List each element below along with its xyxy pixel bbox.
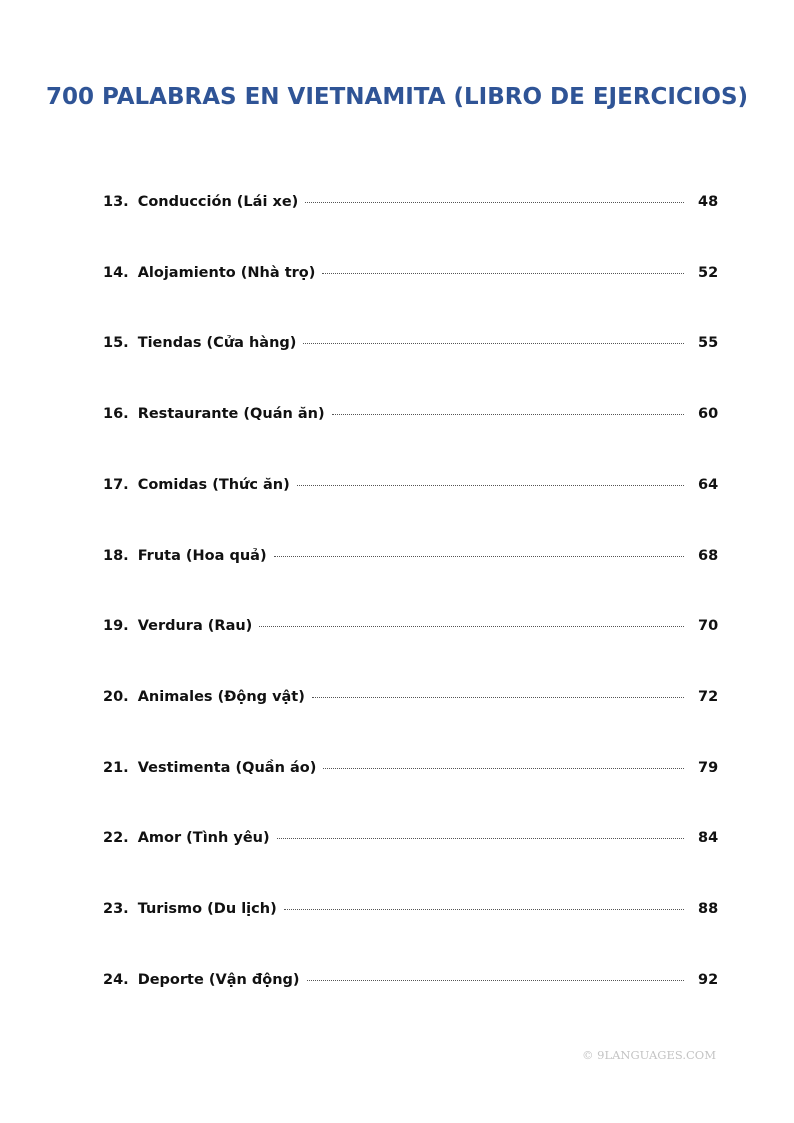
toc-entry[interactable]	[103, 830, 718, 852]
toc-entry-number: 21.	[103, 759, 129, 776]
toc-entry[interactable]	[103, 901, 718, 923]
toc-entry[interactable]	[103, 689, 718, 711]
toc-entry-number: 13.	[103, 194, 129, 210]
toc-entry[interactable]	[103, 477, 718, 499]
toc-entry-page: 60	[698, 406, 719, 423]
toc-entry-number: 16.	[103, 406, 129, 423]
dot-leader	[297, 485, 684, 486]
toc-entry-page: 64	[698, 476, 719, 493]
toc-entry-label: Verdura (Rau)	[137, 618, 253, 635]
dot-leader	[303, 343, 684, 344]
toc-entry-page: 84	[698, 830, 719, 847]
toc-entry-label: Alojamiento (Nhà trọ)	[137, 264, 316, 281]
dot-leader	[323, 768, 684, 769]
toc-entry[interactable]	[103, 760, 718, 782]
page-title: 700 PALABRAS EN VIETNAMITA (LIBRO DE EJERCICIOS)	[45, 84, 749, 110]
toc-entry-number: 15.	[103, 335, 129, 352]
dot-leader	[259, 626, 684, 627]
toc-entry[interactable]	[103, 548, 718, 570]
toc-entry-label: Turismo (Du lịch)	[137, 901, 277, 917]
toc-entry-label: Amor (Tình yêu)	[137, 830, 270, 847]
toc-entry-number: 20.	[103, 688, 129, 705]
toc-entry-number: 24.	[103, 971, 129, 988]
dot-leader	[322, 273, 684, 274]
toc-entry-page: 68	[698, 547, 719, 564]
dot-leader	[332, 414, 684, 415]
dot-leader	[312, 697, 684, 698]
toc-entry[interactable]	[103, 335, 718, 357]
toc-entry-label: Animales (Động vật)	[137, 688, 305, 705]
toc-entry-number: 19.	[103, 618, 129, 635]
toc-entry-label: Conducción (Lái xe)	[137, 194, 299, 210]
toc-entry-number: 23.	[103, 901, 129, 917]
toc-entry[interactable]	[103, 406, 718, 428]
toc-entry[interactable]	[103, 972, 718, 994]
toc-entry-page: 79	[698, 759, 719, 776]
toc-entry-number: 22.	[103, 830, 129, 847]
dot-leader	[307, 980, 684, 981]
dot-leader	[274, 556, 684, 557]
dot-leader	[305, 202, 684, 203]
toc-entry-label: Deporte (Vận động)	[137, 971, 300, 988]
toc-entry-page: 55	[698, 335, 719, 352]
copyright-footer: © 9LANGUAGES.COM	[581, 1048, 716, 1062]
toc-entry-page: 92	[698, 971, 719, 988]
toc-entry-number: 17.	[103, 476, 129, 493]
toc-entry-page: 88	[698, 901, 719, 917]
toc-entry-page: 48	[698, 194, 719, 210]
toc-entry[interactable]	[103, 618, 718, 640]
toc-entry-label: Comidas (Thức ăn)	[137, 476, 290, 493]
toc-entry-label: Restaurante (Quán ăn)	[137, 406, 325, 423]
toc-entry[interactable]	[103, 265, 718, 287]
toc-entry-page: 72	[698, 688, 719, 705]
toc-entry-label: Tiendas (Cửa hàng)	[137, 335, 297, 352]
dot-leader	[277, 838, 684, 839]
dot-leader	[284, 909, 684, 910]
toc-entry-number: 14.	[103, 264, 129, 281]
toc-entry-number: 18.	[103, 547, 129, 564]
toc-entry-label: Vestimenta (Quần áo)	[137, 759, 317, 776]
toc-entry-page: 70	[698, 618, 719, 635]
toc-entry-page: 52	[698, 264, 719, 281]
toc-entry-label: Fruta (Hoa quả)	[137, 547, 267, 564]
toc-entry[interactable]	[103, 194, 718, 216]
